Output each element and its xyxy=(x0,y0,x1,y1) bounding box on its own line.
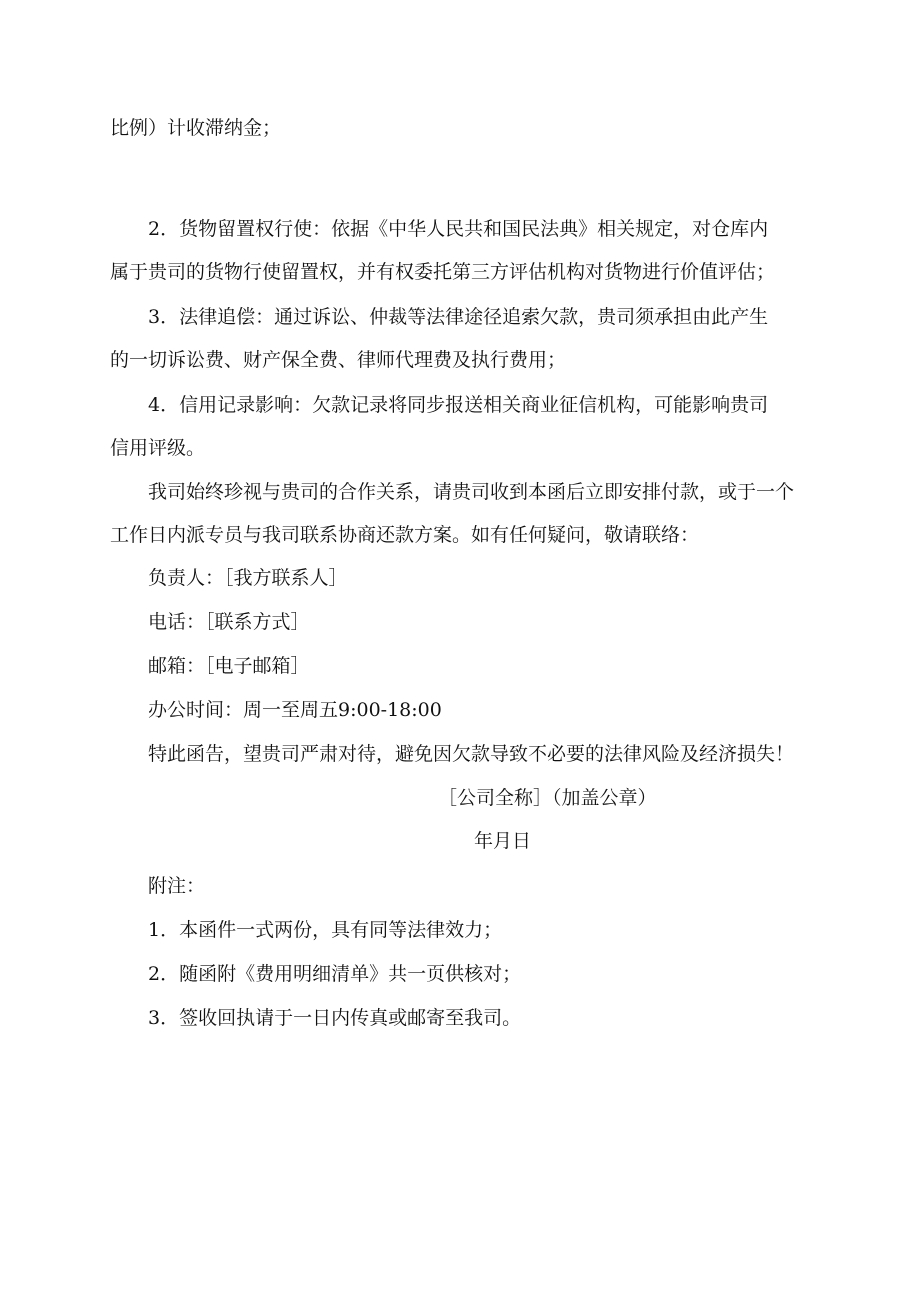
text-line-item-3b: 的一切诉讼费、财产保全费、律师代理费及执行费用； xyxy=(110,349,567,371)
note-item-3: 3．签收回执请于一日内传真或邮寄至我司。 xyxy=(148,1007,522,1029)
office-hours: 办公时间：周一至周五9:00-18:00 xyxy=(148,699,442,721)
text-line-closing-b: 工作日内派专员与我司联系协商还款方案。如有任何疑问，敬请联络： xyxy=(110,524,700,546)
text-line-item-4b: 信用评级。 xyxy=(110,437,206,459)
text-line-closing-a: 我司始终珍视与贵司的合作关系，请贵司收到本函后立即安排付款，或于一个 xyxy=(148,481,795,503)
note-item-2: 2．随函附《费用明细清单》共一页供核对； xyxy=(148,963,522,985)
notes-heading: 附注： xyxy=(148,875,206,897)
text-line-item-2b: 属于贵司的货物行使留置权，并有权委托第三方评估机构对货物进行价值评估； xyxy=(110,261,776,283)
text-line-late-fee: 比例）计收滞纳金； xyxy=(110,117,282,139)
text-line-notice: 特此函告，望贵司严肃对待，避免因欠款导致不必要的法律风险及经济损失！ xyxy=(148,743,795,765)
company-signature: ［公司全称］（加盖公章） xyxy=(438,787,657,809)
contact-phone: 电话：［联系方式］ xyxy=(148,611,310,633)
text-line-item-3a: 3．法律追偿：通过诉讼、仲裁等法律途径追索欠款，贵司须承担由此产生 xyxy=(148,306,769,328)
contact-email: 邮箱：［电子邮箱］ xyxy=(148,655,310,677)
text-line-item-4a: 4．信用记录影响：欠款记录将同步报送相关商业征信机构，可能影响贵司 xyxy=(148,394,769,416)
date-line: 年月日 xyxy=(474,830,532,852)
text-line-item-2a: 2．货物留置权行使：依据《中华人民共和国民法典》相关规定，对仓库内 xyxy=(148,218,769,240)
contact-person: 负责人：［我方联系人］ xyxy=(148,567,348,589)
note-item-1: 1．本函件一式两份，具有同等法律效力； xyxy=(148,919,503,941)
